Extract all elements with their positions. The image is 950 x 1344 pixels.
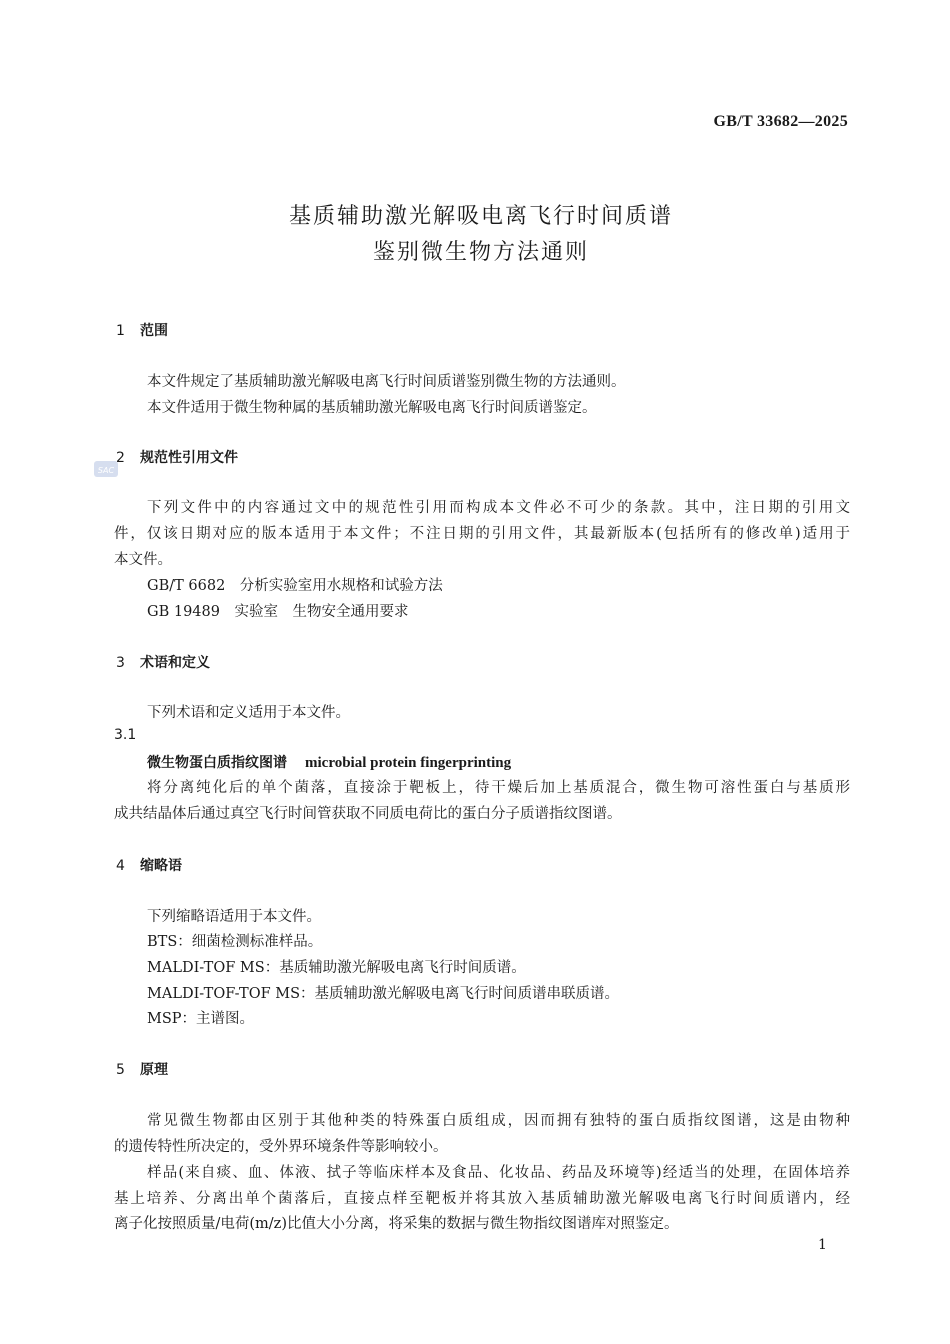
page-number: 1 [818, 1237, 827, 1253]
paragraph-line: 离子化按照质量/电荷(m/z)比值大小分离，将采集的数据与微生物指纹图谱库对照鉴定。 [114, 1216, 679, 1232]
abbreviation-item: MSP：主谱图。 [147, 1011, 255, 1027]
section-number: 3 [116, 655, 125, 671]
definition-line: 将分离纯化后的单个菌落，直接涂于靶板上，待干燥后加上基质混合，微生物可溶性蛋白与基质形 [147, 780, 850, 796]
document-title-line2: 鉴别微生物方法通则 [372, 240, 589, 265]
paragraph: 下列术语和定义适用于本文件。 [147, 705, 350, 721]
svg-text:SAC: SAC [97, 466, 115, 475]
paragraph-line: 常见微生物都由区别于其他种类的特殊蛋白质组成，因而拥有独特的蛋白质指纹图谱，这是由物种 [147, 1113, 850, 1129]
paragraph: 下列缩略语适用于本文件。 [147, 909, 321, 925]
section-4-heading [116, 855, 182, 875]
section-title: 规范性引用文件 [140, 450, 238, 466]
paragraph-line: 样品(来自痰、血、体液、拭子等临床样本及食品、化妆品、药品及环境等)经适当的处理，在固体培养 [147, 1165, 850, 1181]
clause-number: 3.1 [114, 727, 137, 743]
normative-reference: GB 19489 实验室 生物安全通用要求 [147, 604, 409, 620]
section-number: 1 [116, 323, 125, 339]
abbreviation-item: BTS：细菌检测标准样品。 [147, 934, 323, 950]
section-title: 缩略语 [140, 858, 182, 874]
term-english: microbial protein fingerprinting [305, 755, 512, 771]
section-5-heading [116, 1059, 168, 1079]
section-number: 2 [116, 450, 125, 466]
paragraph: 本文件规定了基质辅助激光解吸电离飞行时间质谱鉴别微生物的方法通则。 [147, 374, 626, 390]
abbreviation-item: MALDI-TOF MS：基质辅助激光解吸电离飞行时间质谱。 [147, 960, 526, 976]
normative-reference: GB/T 6682 分析实验室用水规格和试验方法 [147, 578, 443, 594]
definition-line: 成共结晶体后通过真空飞行时间管获取不同质电荷比的蛋白分子质谱指纹图谱。 [114, 806, 622, 822]
paragraph-line: 的遗传特性所决定的，受外界环境条件等影响较小。 [114, 1139, 448, 1155]
section-title: 术语和定义 [140, 655, 210, 671]
abbreviation-item: MALDI-TOF-TOF MS：基质辅助激光解吸电离飞行时间质谱串联质谱。 [147, 986, 620, 1002]
paragraph-line: 本文件。 [114, 552, 172, 568]
section-1-heading [116, 320, 168, 340]
section-3-heading [116, 652, 210, 672]
section-number: 5 [116, 1062, 125, 1078]
term-entry [147, 752, 511, 772]
section-number: 4 [116, 858, 125, 874]
section-title: 范围 [140, 323, 168, 339]
document-title-line1: 基质辅助激光解吸电离飞行时间质谱 [288, 204, 673, 229]
section-title: 原理 [140, 1062, 168, 1078]
term-chinese: 微生物蛋白质指纹图谱 [147, 755, 287, 771]
paragraph-line: 件，仅该日期对应的版本适用于本文件；不注日期的引用文件，其最新版本(包括所有的修改单)适用于 [114, 526, 850, 542]
paragraph: 本文件适用于微生物种属的基质辅助激光解吸电离飞行时间质谱鉴定。 [147, 400, 597, 416]
section-2-heading [116, 447, 238, 467]
standard-number: GB/T 33682—2025 [713, 113, 848, 130]
paragraph-line: 基上培养、分离出单个菌落后，直接点样至靶板并将其放入基质辅助激光解吸电离飞行时间质谱内，经 [114, 1191, 850, 1207]
paragraph-line: 下列文件中的内容通过文中的规范性引用而构成本文件必不可少的条款。其中，注日期的引用文 [147, 500, 850, 516]
